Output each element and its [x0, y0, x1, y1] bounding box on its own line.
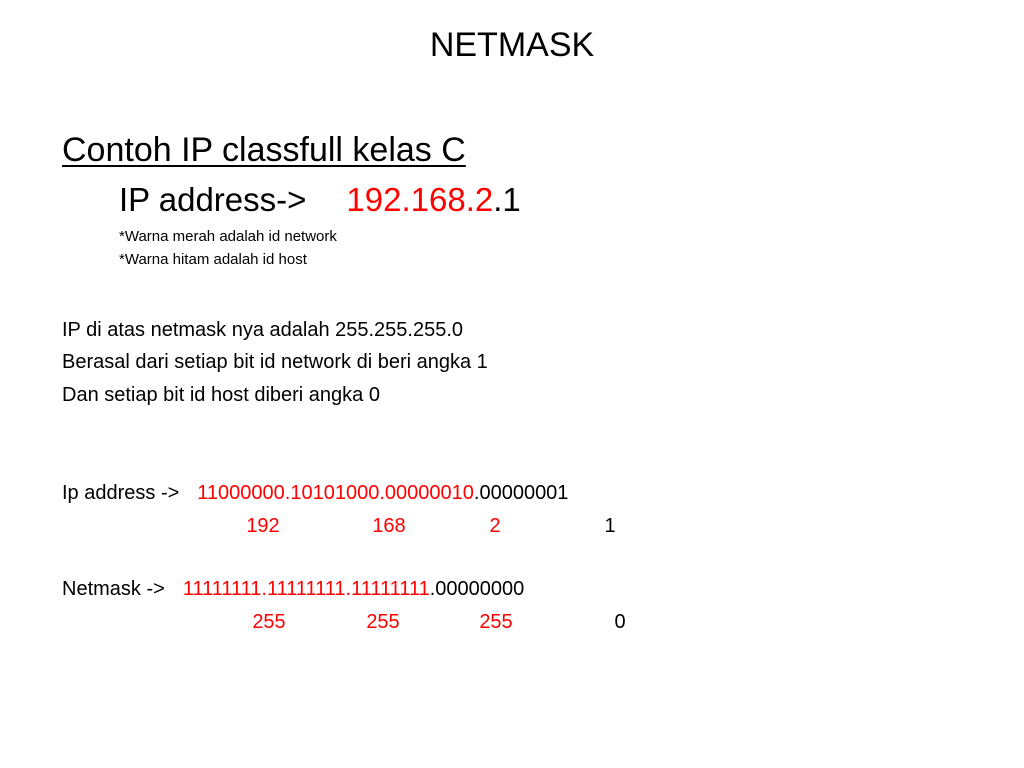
netmask-binary-label: Netmask -> [62, 578, 165, 600]
ip-octet-4: 1 [604, 515, 616, 537]
ip-binary-network-bits: 11000000.10101000.00000010 [197, 482, 474, 504]
note-host-color: *Warna hitam adalah id host [119, 251, 307, 268]
explanation-line-3: Dan setiap bit id host diberi angka 0 [62, 384, 380, 406]
ip-binary-line [62, 482, 568, 505]
ip-network-part: 192.168.2 [346, 181, 494, 218]
ip-binary-label: Ip address -> [62, 482, 180, 504]
ip-octet-1: 192 [246, 515, 280, 537]
ip-binary-host-bits: .00000001 [473, 482, 569, 504]
netmask-octet-1: 255 [252, 611, 286, 633]
ip-octet-3: 2 [489, 515, 501, 537]
netmask-binary-network-bits: 11111111.11111111.11111111 [182, 578, 430, 600]
section-heading: Contoh IP classfull kelas C [62, 131, 466, 169]
explanation-line-2: Berasal dari setiap bit id network di beri angka 1 [62, 351, 488, 373]
explanation-line-1: IP di atas netmask nya adalah 255.255.255.0 [62, 319, 464, 341]
note-network-color: *Warna merah adalah id network [119, 228, 337, 245]
netmask-octet-4: 0 [614, 611, 626, 633]
netmask-octet-3: 255 [479, 611, 513, 633]
ip-octet-2: 168 [372, 515, 406, 537]
netmask-binary-line [62, 578, 524, 601]
ip-host-part: .1 [493, 181, 521, 218]
ip-example-line [119, 181, 521, 219]
netmask-octet-2: 255 [366, 611, 400, 633]
slide-title: NETMASK [429, 26, 595, 64]
netmask-binary-host-bits: .00000000 [429, 578, 525, 600]
ip-example-label: IP address-> [119, 181, 307, 218]
